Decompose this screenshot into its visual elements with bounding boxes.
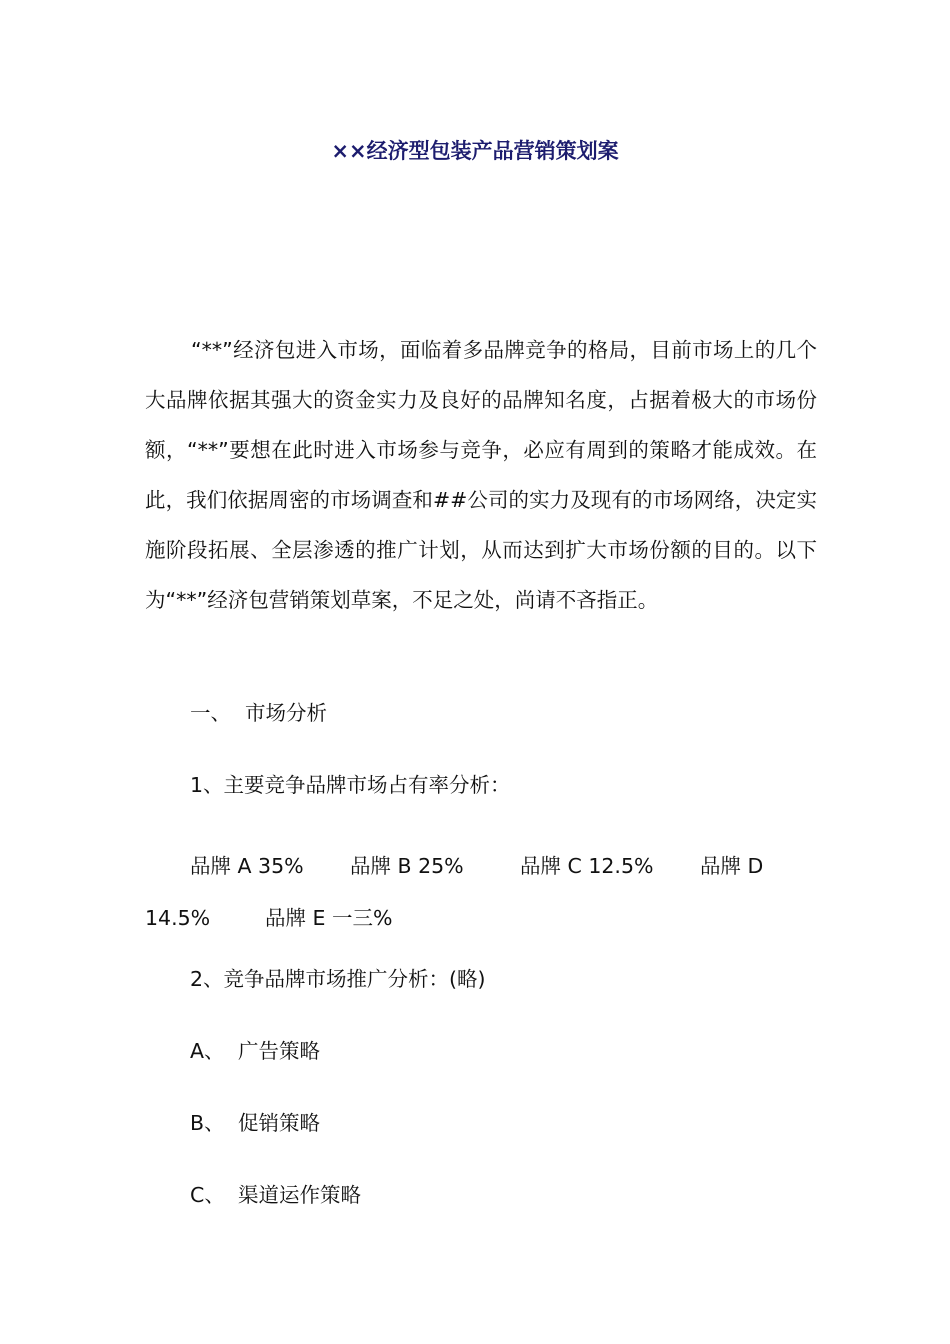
brand-share-row-2: [145, 892, 825, 944]
list-item-label: 渠道运作策略: [238, 1183, 361, 1207]
list-item-channel: [190, 1180, 361, 1210]
brand-share-d-value: 14.5%: [145, 906, 211, 930]
brand-share-c: 品牌 C 12.5%: [520, 854, 654, 878]
list-item-label: 促销策略: [238, 1111, 320, 1135]
document-title: ××经济型包装产品营销策划案: [331, 139, 619, 163]
brand-share-row-1: [145, 840, 825, 892]
subsection-market-share: 1、主要竞争品牌市场占有率分析：: [190, 773, 511, 797]
brand-share-a: 品牌 A 35%: [190, 854, 304, 878]
brand-share-e: 品牌 E 一三%: [265, 906, 393, 930]
brand-share-b: 品牌 B 25%: [350, 854, 464, 878]
list-item-promotion: [190, 1108, 320, 1138]
intro-paragraph: “**”经济包进入市场，面临着多品牌竞争的格局，目前市场上的几个大品牌依据其强大的资金实力及良好的品牌知名度，占据着极大的市场份额，“**”要想在此时进入市场参与竞争，必应有周到的策略才能成效。在此，我们依据周密的市场调查和##公司的实力及现有的市场网络，决定实施阶段拓展、全层渗透的推广计划，从而达到扩大市场份额的目的。以下为“**”经济包营销策划草案，不足之处，尚请不吝指正。: [145, 338, 817, 612]
section-heading-market-analysis: [190, 698, 327, 728]
list-item-advertising: [190, 1036, 320, 1066]
subsection-competitor-promotion: 2、竞争品牌市场推广分析：(略): [190, 967, 486, 991]
list-item-label: 广告策略: [238, 1039, 320, 1063]
list-item-letter: C、: [190, 1183, 225, 1207]
section-number: 一、: [190, 701, 231, 725]
list-item-letter: A、: [190, 1039, 225, 1063]
brand-share-list: [145, 840, 825, 944]
list-item-letter: B、: [190, 1111, 225, 1135]
brand-share-d: 品牌 D: [700, 854, 764, 878]
section-heading-text: 市场分析: [245, 701, 327, 725]
